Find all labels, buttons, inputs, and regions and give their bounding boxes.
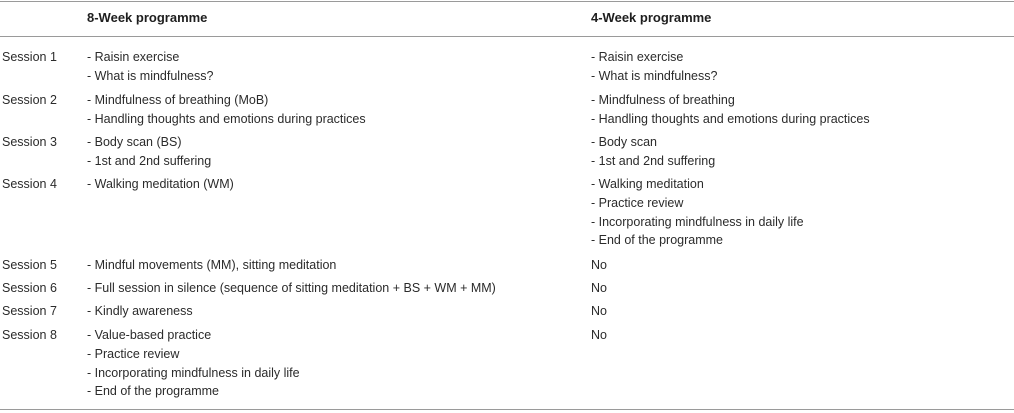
list-item: - Full session in silence (sequence of sitting meditation + BS + WM + MM): [87, 281, 496, 295]
eight-week-cell: [87, 133, 211, 171]
list-item: - Mindfulness of breathing: [591, 93, 735, 107]
list-item: - Value-based practice: [87, 328, 212, 342]
table-bottom-rule: [0, 409, 1014, 410]
eight-week-cell: [87, 302, 193, 321]
list-item: - Body scan: [591, 135, 658, 149]
list-item: - Incorporating mindfulness in daily life: [87, 365, 300, 380]
list-item: - What is mindfulness?: [591, 68, 718, 83]
list-item: - Raisin exercise: [591, 50, 684, 64]
session-label: Session 8: [2, 328, 57, 342]
session-label: Session 6: [2, 281, 57, 295]
session-label: Session 4: [2, 177, 57, 191]
list-item: - 1st and 2nd suffering: [591, 153, 716, 168]
session-label: Session 1: [2, 50, 57, 64]
four-week-cell: [591, 48, 717, 86]
list-item: - Walking meditation: [591, 177, 704, 191]
list-item: - Kindly awareness: [87, 304, 193, 318]
list-item: - Incorporating mindfulness in daily life: [591, 214, 804, 229]
list-item: No: [591, 281, 607, 295]
four-week-cell: [591, 133, 715, 171]
session-label: Session 5: [2, 258, 57, 272]
list-item: - End of the programme: [87, 384, 220, 399]
header-8-week: 8-Week programme: [87, 10, 208, 25]
list-item: No: [591, 258, 607, 272]
list-item: No: [591, 304, 607, 318]
eight-week-cell: [87, 48, 213, 86]
eight-week-cell: [87, 279, 496, 298]
four-week-cell: [591, 326, 607, 345]
four-week-cell: [591, 302, 607, 321]
list-item: - Mindfulness of breathing (MoB): [87, 93, 269, 107]
four-week-cell: [591, 279, 607, 298]
list-item: - Handling thoughts and emotions during practices: [591, 111, 870, 126]
four-week-cell: [591, 256, 607, 275]
header-divider-rule: [0, 36, 1014, 37]
list-item: - Handling thoughts and emotions during practices: [87, 111, 366, 126]
list-item: - Practice review: [87, 346, 180, 361]
eight-week-cell: [87, 256, 336, 275]
list-item: - End of the programme: [591, 233, 724, 248]
four-week-cell: [591, 175, 804, 250]
session-label: Session 3: [2, 135, 57, 149]
list-item: - Mindful movements (MM), sitting meditation: [87, 258, 337, 272]
list-item: - 1st and 2nd suffering: [87, 153, 212, 168]
table-top-rule: [0, 1, 1014, 2]
session-label: Session 7: [2, 304, 57, 318]
list-item: - Raisin exercise: [87, 50, 180, 64]
session-label: Session 2: [2, 93, 57, 107]
list-item: - What is mindfulness?: [87, 68, 214, 83]
four-week-cell: [591, 91, 870, 129]
eight-week-cell: [87, 326, 300, 401]
list-item: No: [591, 328, 607, 342]
eight-week-cell: [87, 91, 366, 129]
eight-week-cell: [87, 175, 234, 194]
header-4-week: 4-Week programme: [591, 10, 712, 25]
list-item: - Practice review: [591, 195, 684, 210]
list-item: - Walking meditation (WM): [87, 177, 234, 191]
list-item: - Body scan (BS): [87, 135, 182, 149]
